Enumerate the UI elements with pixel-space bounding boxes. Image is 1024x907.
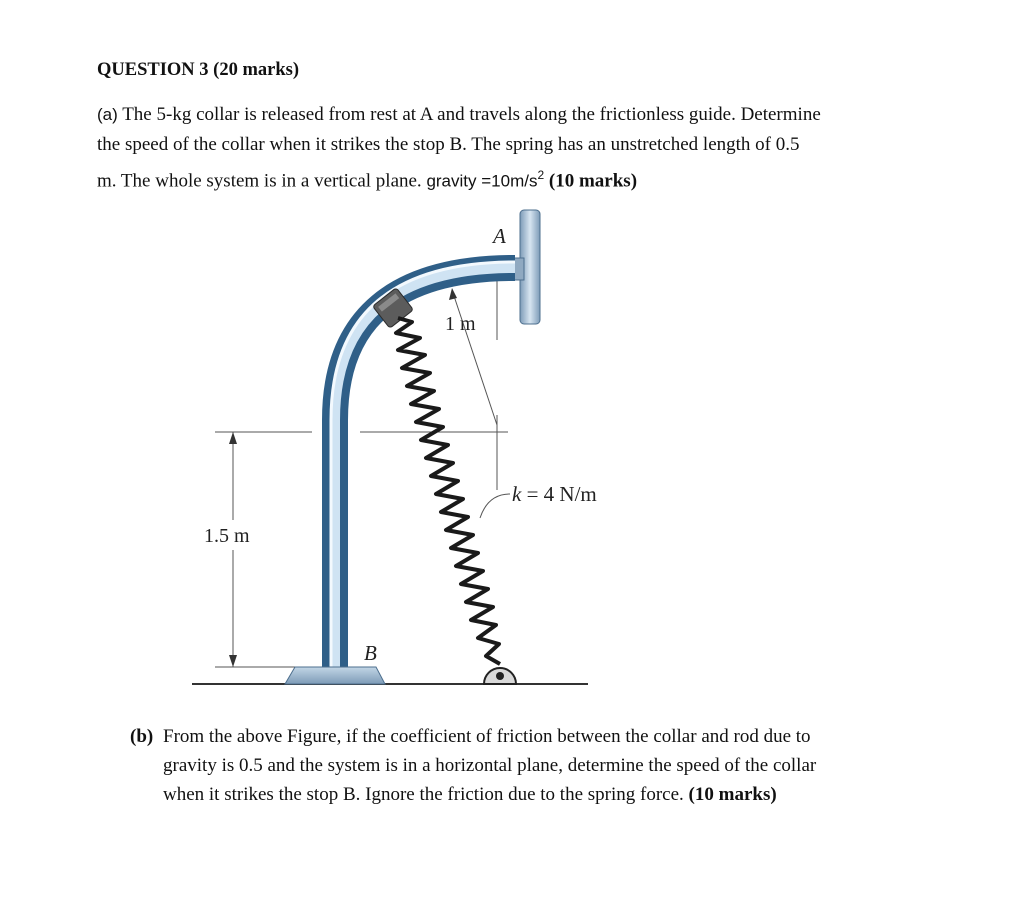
gravity-text: gravity =10m/s bbox=[426, 171, 538, 191]
dim-height-label: 1.5 m bbox=[204, 525, 250, 547]
dim-radius-label: 1 m bbox=[445, 313, 476, 335]
part-b-line2: gravity is 0.5 and the system is in a horizontal plane, determine the speed of the collar bbox=[163, 755, 817, 776]
spring bbox=[396, 318, 500, 664]
part-a-marks: (10 marks) bbox=[548, 170, 638, 192]
gravity-exponent: 2 bbox=[537, 168, 545, 182]
dim-arrow-top bbox=[229, 432, 237, 444]
spring-constant-label: k = 4 N/m bbox=[512, 482, 597, 506]
part-a-label: (a) bbox=[97, 105, 118, 124]
question-heading: QUESTION 3 (20 marks) bbox=[97, 60, 299, 80]
part-b-line3: when it strikes the stop B. Ignore the friction due to the spring force. bbox=[163, 784, 684, 805]
part-a-text bbox=[97, 100, 957, 196]
part-a-line1: The 5-kg collar is released from rest at A and travels along the frictionless guide. Determine bbox=[122, 104, 821, 125]
radius-line bbox=[452, 290, 497, 425]
spring-anchor-pin bbox=[496, 672, 504, 680]
label-B: B bbox=[364, 641, 377, 665]
rod-base bbox=[285, 667, 385, 684]
dim-arrow-bottom bbox=[229, 655, 237, 667]
part-a-line3: m. The whole system is in a vertical plane. bbox=[97, 170, 422, 192]
part-b-line1: From the above Figure, if the coefficient of friction between the collar and rod due to bbox=[163, 726, 811, 747]
part-a-line2: the speed of the collar when it strikes the stop B. The spring has an unstretched length of 0.5 bbox=[97, 134, 800, 155]
part-b-text bbox=[130, 722, 960, 809]
k-leader bbox=[480, 494, 510, 518]
part-b-marks: (10 marks) bbox=[688, 784, 777, 805]
part-b-label: (b) bbox=[130, 726, 154, 747]
radius-arrow bbox=[449, 288, 457, 300]
collar-spring-figure bbox=[0, 195, 1024, 705]
label-A: A bbox=[493, 224, 506, 248]
